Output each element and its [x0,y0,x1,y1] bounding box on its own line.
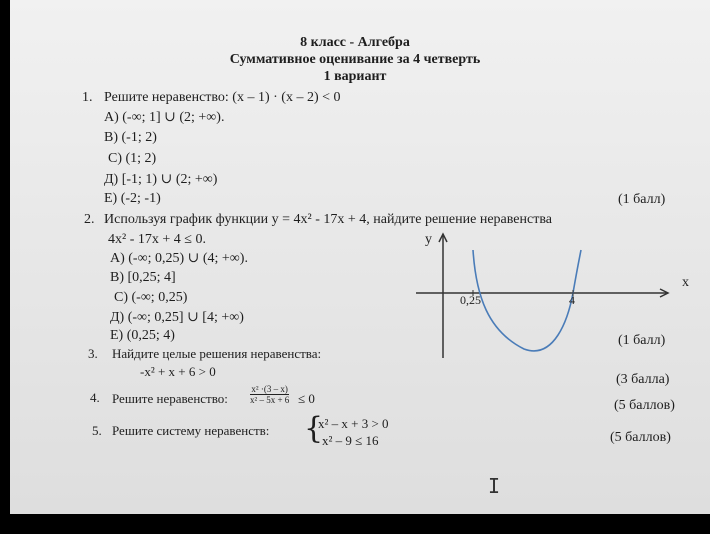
q4-number: 4. [90,390,100,405]
q3-text: Найдите целые решения неравенства: [112,346,322,361]
q1-option-e: Е) (-2; -1) [104,191,161,206]
q2-option-b: В) [0,25; 4] [110,270,176,285]
q5-text: Решите систему неравенств: [112,423,270,438]
q5-points: (5 баллов) [610,430,671,445]
text-cursor-icon: I [488,474,501,498]
q2-inequality: 4x² - 17x + 4 ≤ 0. [108,232,206,247]
graph-x-label: x [682,275,689,290]
q1-option-b: В) (-1; 2) [104,130,157,145]
graph-root2-label: 4 [569,293,575,307]
q1-number: 1. [82,90,93,105]
graph-root1-label: 0,25 [460,293,481,307]
worksheet-grade-title: 8 класс - Алгебра [300,35,410,50]
q4-fraction [250,384,289,405]
q4-fraction-numerator: x² ·(3 – x) [251,384,288,394]
q5-line1: x² – x + 3 > 0 [318,416,389,431]
graph-y-label: y [425,232,432,247]
q2-text: Используя график функции y = 4x² - 17x + 4, найдите решение неравенства [104,212,552,227]
q4-rhs: ≤ 0 [298,391,315,406]
q2-option-a: А) (-∞; 0,25) ∪ (4; +∞). [110,251,248,266]
q1-option-a: А) (-∞; 1] ∪ (2; +∞). [104,110,225,125]
q2-points: (1 балл) [618,333,666,348]
q4-text: Решите неравенство: [112,391,228,406]
q2-option-e: Е) (0,25; 4) [110,328,175,343]
q2-number: 2. [84,212,95,227]
q4-fraction-denominator: x² – 5x + 6 [250,395,290,405]
q1-text: Решите неравенство: (x – 1) · (x – 2) < 0 [104,90,341,105]
q2-option-c: С) (-∞; 0,25) [114,290,188,305]
q5-number: 5. [92,423,102,438]
q4-points: (5 баллов) [614,398,675,413]
q5-line2: x² – 9 ≤ 16 [322,433,379,448]
q1-option-c: С) (1; 2) [108,151,157,166]
q3-number: 3. [88,346,98,361]
q1-option-d: Д) [-1; 1) ∪ (2; +∞) [104,172,218,187]
worksheet-variant: 1 вариант [323,69,387,84]
q3-points: (3 балла) [616,372,670,387]
q2-option-d: Д) (-∞; 0,25] ∪ [4; +∞) [110,310,244,325]
q1-points: (1 балл) [618,192,666,207]
q3-inequality: -x² + x + 6 > 0 [140,364,216,379]
q5-system-brace: { [304,411,324,446]
worksheet-assessment-title: Суммативное оценивание за 4 четверть [229,52,481,67]
parabola-curve [473,250,581,351]
